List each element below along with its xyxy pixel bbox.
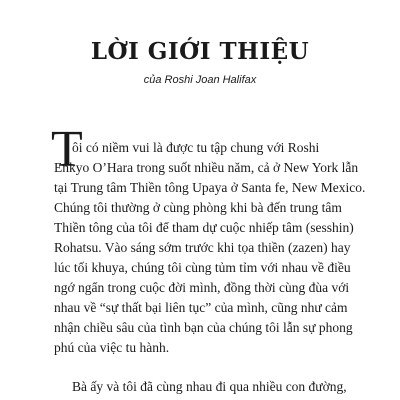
text-line: nhau về “sự thất bại liên tục” của mình, cũng như cảm	[54, 300, 348, 315]
text-line: Rohatsu. Vào sáng sớm trước khi tọa thiền (zazen) hay	[54, 240, 351, 255]
paragraph-2	[54, 377, 376, 397]
text-line: nhận chiều sâu của tình bạn của chúng tôi lẫn sự phong	[54, 320, 353, 335]
text-line: ngớ ngẩn trong cuộc đời mình, đồng thời cùng đùa với	[54, 280, 350, 295]
text-line: lúc tối khuya, chúng tôi cùng tủm tỉm với nhau về điều	[54, 260, 351, 275]
text-line: phú của việc tu hành.	[54, 340, 170, 355]
chapter-title: LỜI GIỚI THIỆU	[90, 38, 310, 65]
text-line: tại Trung tâm Thiền tông Upaya ở Santa fe, New Mexico.	[54, 180, 366, 195]
text-line: Bà ấy và tôi đã cùng nhau đi qua nhiều con đường,	[72, 379, 347, 394]
text-line: Thiền tông của tôi để tham dự cuộc nhiếp tâm (sesshin)	[54, 220, 354, 235]
text-line: Chúng tôi thường ở cùng phòng khi bà đến trung tâm	[54, 200, 342, 215]
paragraph-1	[51, 121, 376, 358]
body-text	[51, 121, 376, 397]
text-line: ôi có niềm vui là được tu tập chung với Roshi	[72, 140, 320, 155]
text-line: Enkyo O’Hara trong suốt nhiều năm, cả ở New York lẫn	[54, 160, 359, 175]
drop-cap: T	[51, 121, 83, 178]
author-byline: của Roshi Joan Halifax	[143, 74, 257, 86]
